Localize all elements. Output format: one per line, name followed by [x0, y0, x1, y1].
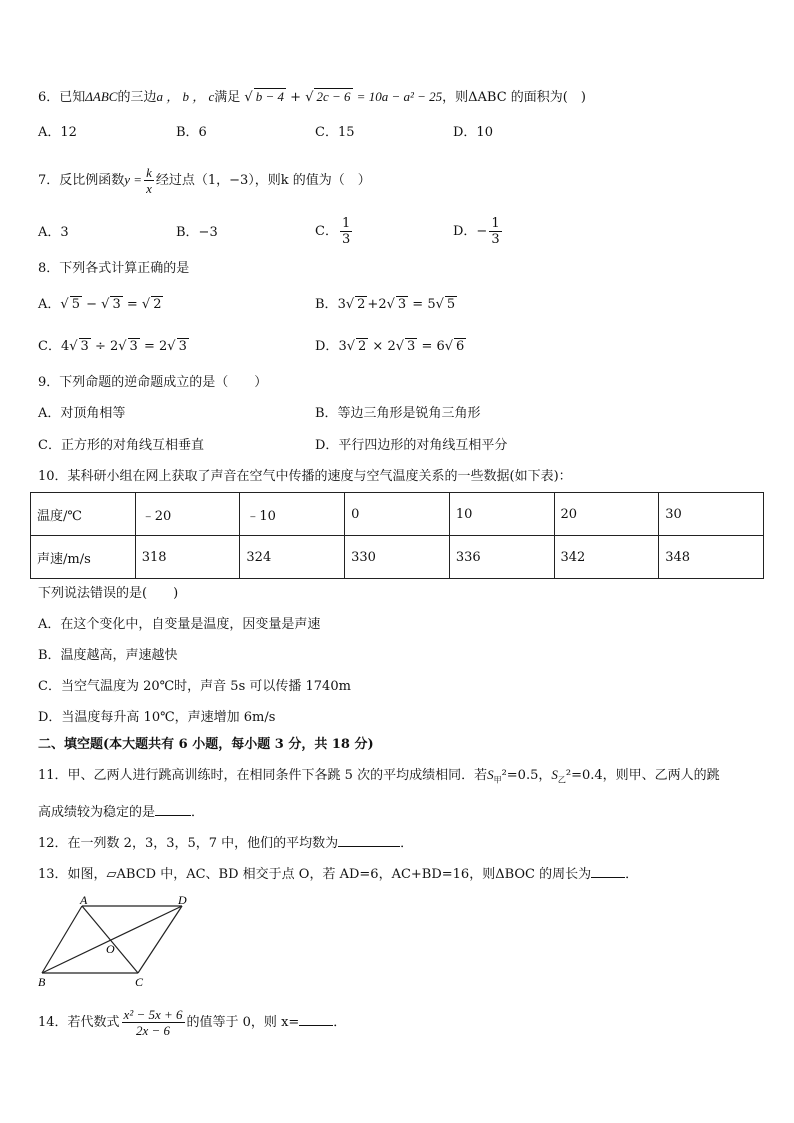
- sqrt-icon: √: [101, 297, 110, 312]
- table-cell: 0: [345, 493, 450, 536]
- q12-answer-blank[interactable]: [338, 834, 400, 847]
- q14-frac-num: x² − 5x + 6: [123, 1007, 183, 1022]
- q11-answer-blank[interactable]: [155, 803, 191, 816]
- vertex-label-c: C: [135, 975, 144, 989]
- sqrt-icon: √: [69, 339, 78, 354]
- q6-radicand1: b − 4: [255, 89, 284, 104]
- q8-a-label: A．: [38, 297, 61, 312]
- q6-option-d[interactable]: D．10: [453, 125, 493, 140]
- q7-frac-den: x: [146, 181, 152, 196]
- q11-sub1: 甲: [493, 775, 502, 785]
- q8-d-radicand2: 3: [407, 339, 416, 354]
- q9-option-d[interactable]: D．平行四边形的对角线互相平分: [315, 438, 508, 453]
- vertex-label-a: A: [80, 893, 88, 907]
- q8-b-label: B．: [315, 297, 338, 312]
- q7-func-lhs: y =: [124, 172, 143, 187]
- q7-option-c-fraction: [340, 216, 352, 247]
- sqrt-icon: √: [386, 297, 395, 312]
- q8-stem: 8．下列各式计算正确的是: [38, 261, 190, 276]
- q9-option-c[interactable]: C．正方形的对角线互相垂直: [38, 438, 204, 453]
- q8-c-op: ÷ 2: [90, 339, 119, 354]
- q14-answer-blank[interactable]: [299, 1013, 333, 1026]
- q13-answer-blank[interactable]: [591, 865, 625, 878]
- q7-option-d[interactable]: [453, 212, 504, 252]
- table-row: [31, 536, 764, 579]
- q11-sub2: 乙: [557, 775, 566, 785]
- table-cell: 20: [554, 493, 659, 536]
- q8-d-coef1: 3: [338, 339, 347, 354]
- q11-text1: 11．甲、乙两人进行跳高训练时，在相同条件下各跳 5 次的平均成绩相同．若: [38, 768, 488, 783]
- q11-line2: [38, 803, 204, 822]
- q8-d-eq: = 6: [417, 339, 445, 354]
- sqrt-icon: √: [118, 339, 127, 354]
- q8-c-radicand3: 3: [178, 339, 187, 354]
- q6-text-pre: 6．已知: [38, 90, 86, 105]
- q6-rhs: = 10a − a² − 25: [356, 89, 443, 104]
- sqrt-icon: √: [244, 90, 253, 105]
- q6-vars: a ， b ， c: [156, 89, 215, 104]
- q8-c-eq: = 2: [139, 339, 168, 354]
- q8-a-op: −: [81, 297, 102, 312]
- q6-stem: [38, 88, 586, 107]
- q6-option-a[interactable]: A．12: [38, 125, 77, 140]
- table-cell: ﹣10: [240, 493, 345, 536]
- table-cell: 30: [659, 493, 764, 536]
- q11-s1: S: [487, 767, 494, 782]
- q7-text-post: 经过点（1，−3），则k 的值为（ ）: [155, 173, 371, 188]
- q14-end: ．: [333, 1015, 347, 1030]
- diagonal-bd: [42, 906, 182, 973]
- q10-option-c[interactable]: C．当空气温度为 20℃时，声音 5s 可以传播 1740m: [38, 679, 351, 694]
- sqrt-icon: √: [435, 297, 444, 312]
- table-cell: 342: [554, 536, 659, 579]
- q8-b-radicand2: 3: [397, 297, 407, 312]
- q7-fraction: [144, 165, 154, 196]
- sqrt-icon: √: [346, 339, 356, 354]
- table-cell: 温度/℃: [31, 493, 136, 536]
- q7-text-pre: 7．反比例函数: [38, 173, 125, 188]
- vertex-label-o: O: [106, 942, 115, 956]
- q7-d-num: 1: [491, 216, 500, 231]
- q13-end: ．: [625, 867, 639, 882]
- sqrt-icon: √: [444, 339, 454, 354]
- sqrt-icon: √: [60, 297, 69, 312]
- q11-end: ．: [191, 805, 205, 820]
- table-cell: 324: [240, 536, 345, 579]
- q8-option-b[interactable]: [315, 296, 457, 314]
- q10-option-a[interactable]: A．在这个变化中，自变量是温度，因变量是声速: [38, 617, 321, 632]
- q8-option-c[interactable]: [38, 338, 189, 356]
- q7-frac-num: k: [146, 165, 152, 180]
- sqrt-icon: √: [305, 90, 314, 105]
- parallelogram-figure: [30, 893, 200, 993]
- vertex-label-d: D: [178, 893, 187, 907]
- q8-d-radicand1: 2: [358, 339, 367, 354]
- table-cell: ﹣20: [135, 493, 240, 536]
- sqrt-icon: √: [141, 297, 151, 312]
- q7-option-c-label: C．: [315, 224, 338, 239]
- q6-option-b[interactable]: B．6: [176, 125, 207, 140]
- sqrt-icon: √: [395, 339, 405, 354]
- q8-b-radicand1: 2: [357, 297, 366, 312]
- vertex-label-b: B: [38, 975, 46, 989]
- q8-a-eq: =: [122, 297, 142, 312]
- q7-option-a[interactable]: A．3: [38, 225, 69, 240]
- table-row: [31, 493, 764, 536]
- q10-data-table: [30, 492, 764, 579]
- q9-stem: 9．下列命题的逆命题成立的是（ ）: [38, 375, 268, 390]
- table-cell: 348: [659, 536, 764, 579]
- q7-d-den: 3: [491, 232, 500, 247]
- q7-option-c[interactable]: [315, 212, 354, 252]
- q8-option-a[interactable]: [38, 296, 163, 314]
- q10-question: 下列说法错误的是( ): [38, 586, 179, 601]
- q8-d-radicand3: 6: [456, 339, 465, 354]
- q9-option-a[interactable]: A．对顶角相等: [38, 406, 126, 421]
- q7-c-num: 1: [341, 216, 351, 231]
- q6-text-mid1: 的三边: [117, 90, 157, 105]
- table-cell: 10: [449, 493, 554, 536]
- q7-stem: [38, 162, 371, 199]
- q13-text: 13．如图，▱ABCD 中，AC、BD 相交于点 O，若 AD=6，AC+BD=16，则ΔBOC 的周长为: [38, 867, 592, 882]
- q8-a-radicand2: 3: [112, 297, 121, 312]
- section-title: 二、填空题(本大题共有 6 小题，每小题 3 分，共 18 分): [38, 737, 374, 752]
- q11-line1: [38, 766, 720, 790]
- q14-text-post: 的值等于 0，则 x=: [186, 1015, 300, 1030]
- q14-frac-den: 2x − 6: [136, 1023, 171, 1038]
- q6-text-mid2: 满足: [214, 90, 241, 105]
- q8-d-label: D．: [315, 339, 339, 354]
- q6-text-post: ，则ΔABC 的面积为( ): [442, 90, 586, 105]
- q8-c-radicand2: 3: [129, 339, 138, 354]
- q7-option-d-fraction: [489, 216, 501, 247]
- q8-c-label: C．: [38, 339, 61, 354]
- q14-fraction: [122, 1007, 185, 1038]
- q14-text-pre: 14．若代数式: [38, 1015, 120, 1030]
- q8-b-radicand3: 5: [446, 297, 456, 312]
- table-cell: 318: [135, 536, 240, 579]
- q8-b-eq: = 5: [408, 297, 436, 312]
- q8-a-radicand1: 5: [71, 297, 80, 312]
- q10-stem: 10．某科研小组在网上获取了声音在空气中传播的速度与空气温度关系的一些数据(如下表)：: [38, 469, 572, 484]
- q8-d-op: × 2: [368, 339, 396, 354]
- q8-c-coef1: 4: [60, 339, 70, 354]
- diagonal-ac: [82, 906, 138, 973]
- q12-end: ．: [400, 836, 414, 851]
- q6-plus: +: [290, 90, 302, 105]
- q7-option-b[interactable]: B．−3: [176, 225, 218, 240]
- q8-c-radicand1: 3: [80, 339, 89, 354]
- q8-a-radicand3: 2: [153, 297, 162, 312]
- q8-option-d[interactable]: [315, 338, 466, 356]
- q6-radicand2: 2c − 6: [316, 89, 351, 104]
- q9-option-b[interactable]: B．等边三角形是锐角三角形: [315, 406, 481, 421]
- q6-option-c[interactable]: C．15: [315, 125, 355, 140]
- q6-triangle: ΔABC: [85, 89, 118, 104]
- q8-b-coef1: 3: [337, 297, 346, 312]
- q10-option-b[interactable]: B．温度越高，声速越快: [38, 648, 178, 663]
- q13-stem: [38, 865, 638, 884]
- table-cell: 声速/m/s: [31, 536, 136, 579]
- table-cell: 330: [345, 536, 450, 579]
- sqrt-icon: √: [345, 297, 355, 312]
- q10-option-d[interactable]: D．当温度每升高 10℃，声速增加 6m/s: [38, 710, 276, 725]
- q7-option-d-label: D．−: [453, 224, 488, 239]
- q8-b-op: +2: [367, 297, 387, 312]
- sqrt-icon: √: [167, 339, 176, 354]
- q12-stem: [38, 834, 413, 853]
- q7-c-den: 3: [341, 232, 351, 247]
- q11-val2: ²=0.4，则甲、乙两人的跳: [565, 768, 720, 783]
- q11-text2: 高成绩较为稳定的是: [38, 805, 156, 820]
- q12-text: 12．在一列数 2，3，3，5，7 中，他们的平均数为: [38, 836, 339, 851]
- table-cell: 336: [449, 536, 554, 579]
- q11-val1: ²=0.5，: [501, 768, 552, 783]
- q14-stem: [38, 1004, 346, 1042]
- q11-s2: S: [551, 767, 558, 782]
